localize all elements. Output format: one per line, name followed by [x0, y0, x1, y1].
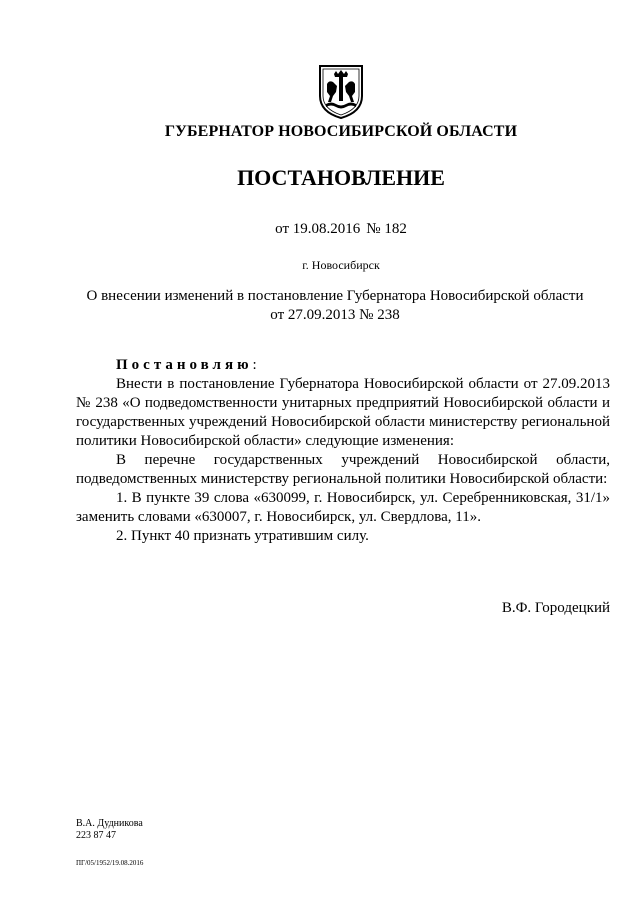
resolve-word: Постановляю	[116, 357, 253, 373]
document-city: г. Новосибирск	[302, 258, 380, 272]
list-item-2: 2. Пункт 40 признать утратившим силу.	[116, 528, 369, 544]
subject-line-2: от 27.09.2013 № 238	[270, 307, 400, 323]
list-item-1: 1. В пункте 39 слова «630099, г. Новосибирск, ул. Серебренниковская, 31/1» заменить словами «630007, г. Новосибирск, ул. Свердлова, 11».	[76, 490, 610, 525]
resolve-line	[76, 356, 610, 375]
document-subject	[60, 287, 610, 325]
executor-block	[76, 818, 143, 842]
subject-line-1: О внесении изменений в постановление Губернатора Новосибирской области	[86, 288, 584, 304]
paragraph-1: Внести в постановление Губернатора Новосибирской области от 27.09.2013 № 238 «О подведомственности унитарных предприятий Новосибирской области и государственных учреждений Новосибирской области министерству региональной политики Новосибирской области» следующие изменения:	[76, 376, 610, 449]
resolve-colon: :	[252, 357, 257, 373]
document-body	[76, 356, 610, 546]
document-date-number	[0, 221, 640, 238]
paragraph-2: В перечне государственных учреждений Новосибирской области, подведомственных министерству региональной политики Новосибирской области:	[76, 452, 610, 487]
signature-name: В.Ф. Городецкий	[501, 600, 610, 616]
coat-of-arms-icon	[316, 62, 366, 120]
document-date: от 19.08.2016	[275, 221, 361, 237]
org-title: ГУБЕРНАТОР НОВОСИБИРСКОЙ ОБЛАСТИ	[164, 123, 518, 140]
executor-name: В.А. Дудникова	[76, 818, 143, 829]
document-number: № 182	[366, 221, 407, 237]
executor-phone: 223 87 47	[76, 830, 116, 841]
document-type-title: ПОСТАНОВЛЕНИЕ	[237, 165, 445, 190]
document-code: ПГ/05/1952/19.08.2016	[76, 859, 144, 867]
